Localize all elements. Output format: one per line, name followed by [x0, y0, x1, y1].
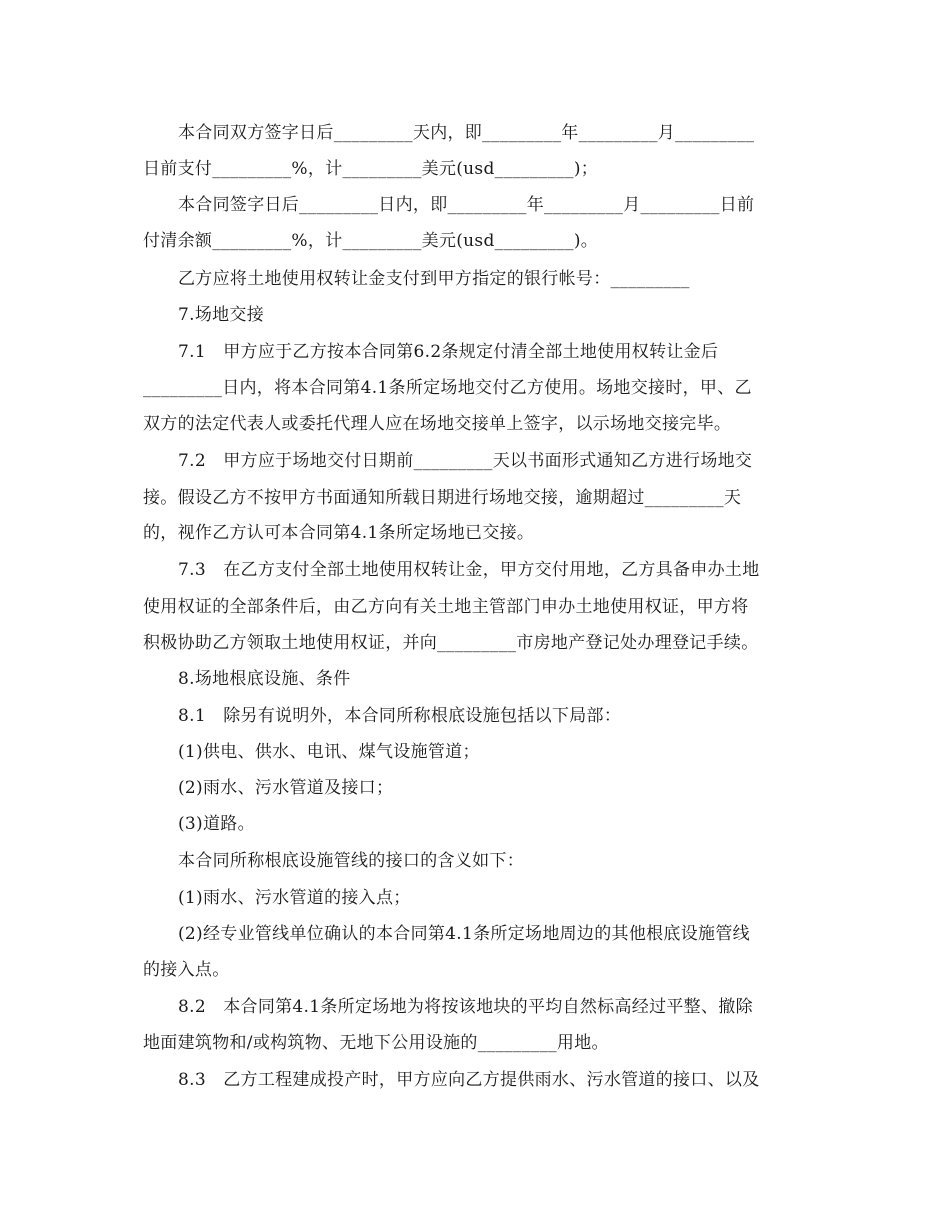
paragraph-line: 8.1 除另有说明外，本合同所称根底设施包括以下局部： — [178, 706, 622, 726]
paragraph-line: 7.2 甲方应于场地交付日期前_________天以书面形式通知乙方进行场地交 — [178, 451, 753, 471]
paragraph-line: 的，视作乙方认可本合同第4.1条所定场地已交接。 — [143, 523, 535, 543]
paragraph-line: 的接入点。 — [143, 960, 230, 980]
paragraph-line: 本合同所称根底设施管线的接口的含义如下： — [178, 851, 524, 871]
section-heading: 7.场地交接 — [178, 305, 265, 325]
paragraph-line: 地面建筑物和/或构筑物、无地下公用设施的_________用地。 — [143, 1033, 609, 1053]
list-item: (1)雨水、污水管道的接入点； — [178, 888, 411, 908]
paragraph-line: 8.3 乙方工程建成投产时，甲方应向乙方提供雨水、污水管道的接口、以及 — [178, 1070, 760, 1090]
paragraph-line: 本合同签字日后_________日内，即_________年_________月_________日前 — [178, 195, 755, 215]
paragraph-line: 付清余额_________%，计_________美元(usd_________)。 — [143, 231, 599, 251]
paragraph-line: 使用权证的全部条件后，由乙方向有关土地主管部门申办土地使用权证，甲方将 — [143, 597, 749, 617]
paragraph-line: 日前支付_________%，计_________美元(usd_________)； — [143, 159, 599, 179]
paragraph-line: 双方的法定代表人或委托代理人应在场地交接单上签字，以示场地交接完毕。 — [143, 414, 732, 434]
paragraph-line: 7.1 甲方应于乙方按本合同第6.2条规定付清全部土地使用权转让金后 — [178, 342, 719, 362]
paragraph-line: 接。假设乙方不按甲方书面通知所载日期进行场地交接，逾期超过_________天 — [143, 488, 742, 508]
paragraph-line: 乙方应将土地使用权转让金支付到甲方指定的银行帐号：_________ — [178, 269, 690, 289]
list-item: (1)供电、供水、电讯、煤气设施管道； — [178, 742, 480, 762]
list-item: (3)道路。 — [178, 814, 255, 834]
paragraph-line: 7.3 在乙方支付全部土地使用权转让金，甲方交付用地，乙方具备申办土地 — [178, 560, 760, 580]
list-item: (2)雨水、污水管道及接口； — [178, 778, 394, 798]
list-item: (2)经专业管线单位确认的本合同第4.1条所定场地周边的其他根底设施管线 — [178, 924, 750, 944]
paragraph-line: 本合同双方签字日后_________天内，即_________年_________月_________ — [178, 123, 755, 143]
paragraph-line: _________日内，将本合同第4.1条所定场地交付乙方使用。场地交接时，甲、乙 — [143, 378, 752, 398]
section-heading: 8.场地根底设施、条件 — [178, 669, 351, 689]
paragraph-line: 8.2 本合同第4.1条所定场地为将按该地块的平均自然标高经过平整、撤除 — [178, 997, 753, 1017]
paragraph-line: 积极协助乙方领取土地使用权证，并向_________市房地产登记处办理登记手续。 — [143, 633, 759, 653]
